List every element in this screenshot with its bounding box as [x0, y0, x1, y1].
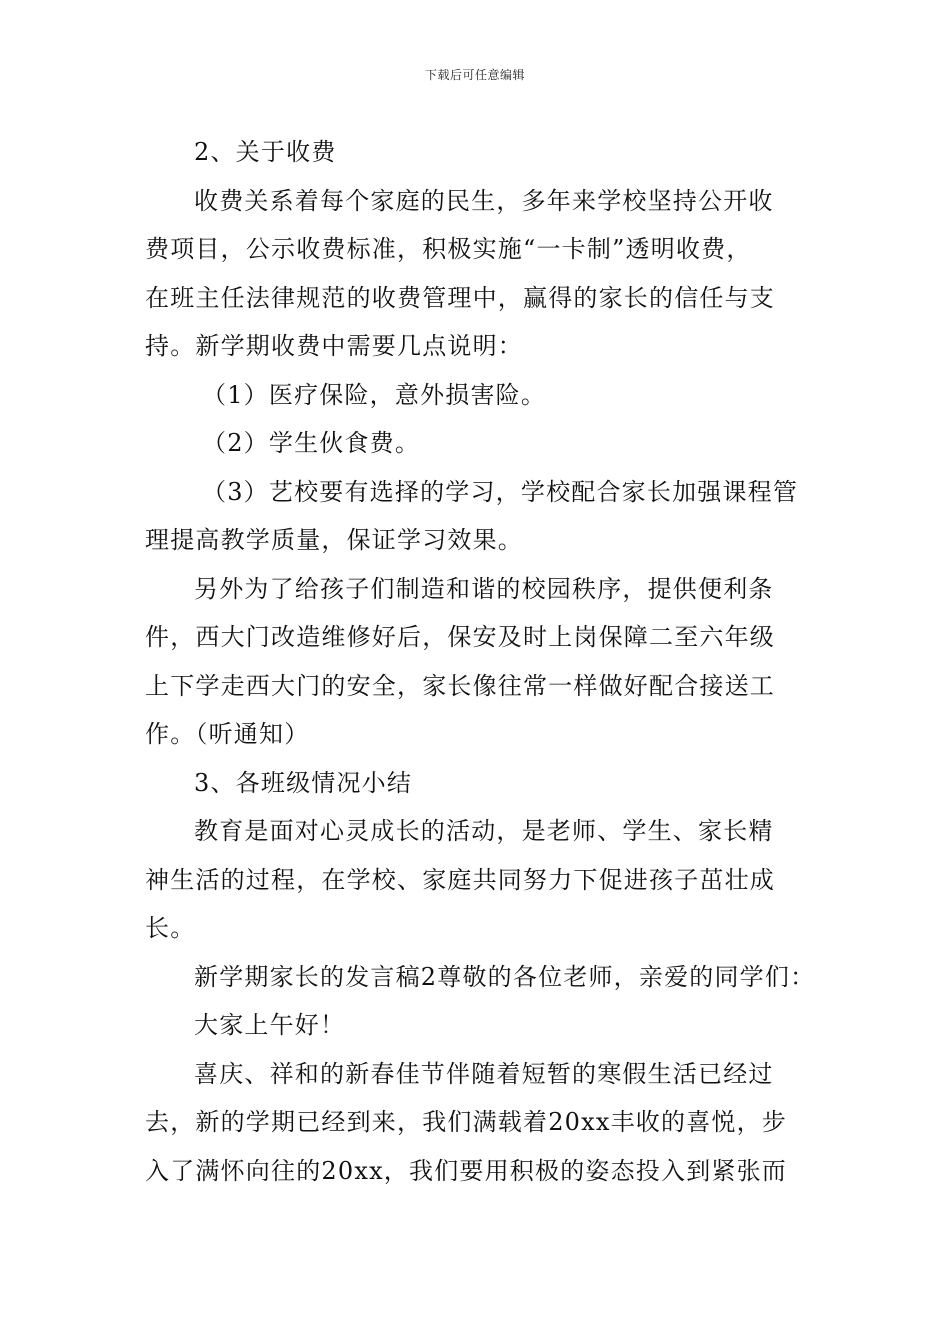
paragraph-line: 入了满怀向往的20xx，我们要用积极的姿态投入到紧张而 [145, 1156, 788, 1185]
paragraph-line: 持。新学期收费中需要几点说明： [145, 332, 523, 360]
paragraph-line: 费项目，公示收费标准，积极实施“一卡制”透明收费， [145, 235, 752, 263]
paragraph-line: 喜庆、祥和的新春佳节伴随着短暂的寒假生活已经过 [194, 1059, 774, 1088]
paragraph-line: 神生活的过程，在学校、家庭共同努力下促进孩子茁壮成 [145, 865, 775, 894]
document-body [145, 128, 815, 1195]
paragraph-line: 件，西大门改造维修好后，保安及时上岗保障二至六年级 [145, 623, 775, 651]
paragraph-line: 理提高教学质量，保证学习效果。 [145, 526, 523, 554]
list-item: （1）医疗保险，意外损害险。 [202, 380, 547, 409]
greeting-line: 大家上午好！ [194, 1011, 346, 1039]
paragraph-line: 在班主任法律规范的收费管理中，赢得的家长的信任与支 [145, 283, 775, 312]
page-header-note: 下载后可任意编辑 [424, 68, 525, 82]
paragraph-line: 另外为了给孩子们制造和谐的校园秩序，提供便利条 [194, 574, 774, 603]
paragraph-line: 新学期家长的发言稿2尊敬的各位老师，亲爱的同学们： [194, 962, 816, 991]
section-heading-class-summary: 3、各班级情况小结 [194, 768, 413, 797]
paragraph-line: 作。（听通知） [145, 720, 310, 748]
list-item: （2）学生伙食费。 [202, 429, 421, 457]
paragraph-line: 收费关系着每个家庭的民生，多年来学校坚持公开收 [194, 186, 774, 215]
section-heading-fees: 2、关于收费 [194, 138, 337, 166]
list-item: （3）艺校要有选择的学习，学校配合家长加强课程管 [202, 477, 799, 506]
paragraph-line: 长。 [145, 914, 196, 942]
paragraph-line: 教育是面对心灵成长的活动，是老师、学生、家长精 [194, 817, 774, 845]
paragraph-line: 上下学走西大门的安全，家长像往常一样做好配合接送工 [145, 671, 775, 700]
paragraph-line: 去，新的学期已经到来，我们满载着20xx丰收的喜悦，步 [145, 1108, 788, 1136]
